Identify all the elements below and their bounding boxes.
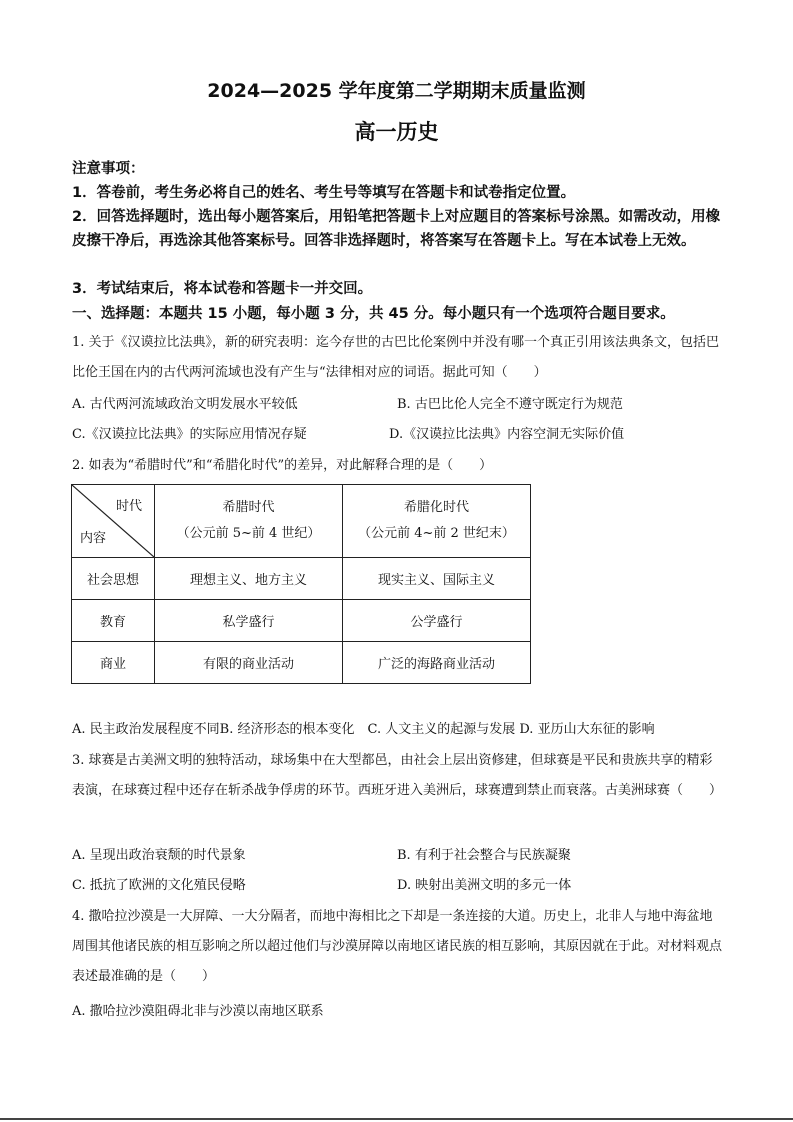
col-hellenistic-period: （公元前 4~前 2 世纪末） [358, 526, 515, 541]
table-col-greek [155, 485, 343, 558]
table-col-hellenistic [343, 485, 531, 558]
section-heading: 一、选择题：本题共 15 小题，每小题 3 分，共 45 分。每小题只有一个选项符合题目要求。 [72, 306, 675, 322]
q4-stem: 4. 撒哈拉沙漠是一大屏障、一大分隔者，而地中海相比之下却是一条连接的大道。历史上，北非人与地中海盆地周围其他诸民族的相互影响之所以超过他们与沙漠屏障以南地区诸民族的相互影响，其原因就在于此。对材料观点表述最准确的是（ ） [72, 909, 723, 984]
table-corner-cell [72, 485, 155, 558]
q1-option-a: A. 古代两河流域政治文明发展水平较低 [72, 397, 298, 412]
cell-hellenistic: 公学盛行 [343, 600, 531, 642]
q1-stem: 1. 关于《汉谟拉比法典》，新的研究表明：迄今存世的古巴比伦案例中并没有哪一个真正引用该法典条文，包括巴比伦王国在内的古代两河流域也没有产生与“法律相对应的词语。据此可知（ ） [72, 335, 720, 380]
notice-item-3: 3．考试结束后，将本试卷和答题卡一并交回。 [72, 281, 373, 297]
q3-option-c: C. 抵抗了欧洲的文化殖民侵略 [72, 878, 246, 893]
cell-hellenistic: 广泛的海路商业活动 [343, 642, 531, 684]
exam-title: 2024—2025 学年度第二学期期末质量监测 [207, 80, 586, 102]
table-header-row [72, 485, 531, 558]
row-label: 教育 [72, 600, 155, 642]
q1-option-b: B. 古巴比伦人完全不遵守既定行为规范 [397, 397, 623, 412]
q2-comparison-table [71, 484, 531, 684]
cell-greek: 有限的商业活动 [155, 642, 343, 684]
q1-option-d: D.《汉谟拉比法典》内容空洞无实际价值 [389, 427, 625, 442]
col-hellenistic-name: 希腊化时代 [403, 500, 469, 515]
q1-option-c: C.《汉谟拉比法典》的实际应用情况存疑 [72, 427, 307, 442]
cell-greek: 私学盛行 [155, 600, 343, 642]
table-row [72, 600, 531, 642]
q3-option-d: D. 映射出美洲文明的多元一体 [397, 878, 572, 893]
q3-option-b: B. 有利于社会整合与民族凝聚 [397, 848, 571, 863]
q3-stem: 3. 球赛是古美洲文明的独特活动，球场集中在大型都邑，由社会上层出资修建，但球赛是平民和贵族共享的精彩表演，在球赛过程中还存在斩杀战争俘虏的环节。西班牙进入美洲后，球赛遭到禁止而衰落。古美洲球赛（ ） [72, 753, 723, 798]
row-label: 商业 [72, 642, 155, 684]
notice-item-2: 2．回答选择题时，选出每小题答案后，用铅笔把答题卡上对应题目的答案标号涂黑。如需改动，用橡皮擦干净后，再选涂其他答案标号。回答非选择题时，将答案写在答题卡上。写在本试卷上无效。 [72, 209, 721, 249]
page-bottom-rule [0, 1118, 793, 1120]
corner-label-era: 时代 [115, 499, 142, 514]
corner-label-content: 内容 [80, 531, 107, 546]
q4-option-a: A. 撒哈拉沙漠阻碍北非与沙漠以南地区联系 [72, 1004, 324, 1019]
col-greek-period: （公元前 5~前 4 世纪） [176, 526, 321, 541]
notice-heading: 注意事项： [72, 161, 145, 177]
q2-stem: 2. 如表为“希腊时代”和“希腊化时代”的差异，对此解释合理的是（ ） [72, 458, 493, 473]
col-greek-name: 希腊时代 [222, 500, 275, 515]
notice-item-1: 1．答卷前，考生务必将自己的姓名、考生号等填写在答题卡和试卷指定位置。 [72, 185, 576, 201]
cell-greek: 理想主义、地方主义 [155, 558, 343, 600]
q3-option-a: A. 呈现出政治衰颓的时代景象 [72, 848, 246, 863]
cell-hellenistic: 现实主义、国际主义 [343, 558, 531, 600]
table-row [72, 642, 531, 684]
q2-options: A. 民主政治发展程度不同B. 经济形态的根本变化 C. 人文主义的起源与发展 D. 亚历山大东征的影响 [72, 722, 655, 737]
subject-title: 高一历史 [354, 120, 439, 144]
row-label: 社会思想 [72, 558, 155, 600]
table-row [72, 558, 531, 600]
